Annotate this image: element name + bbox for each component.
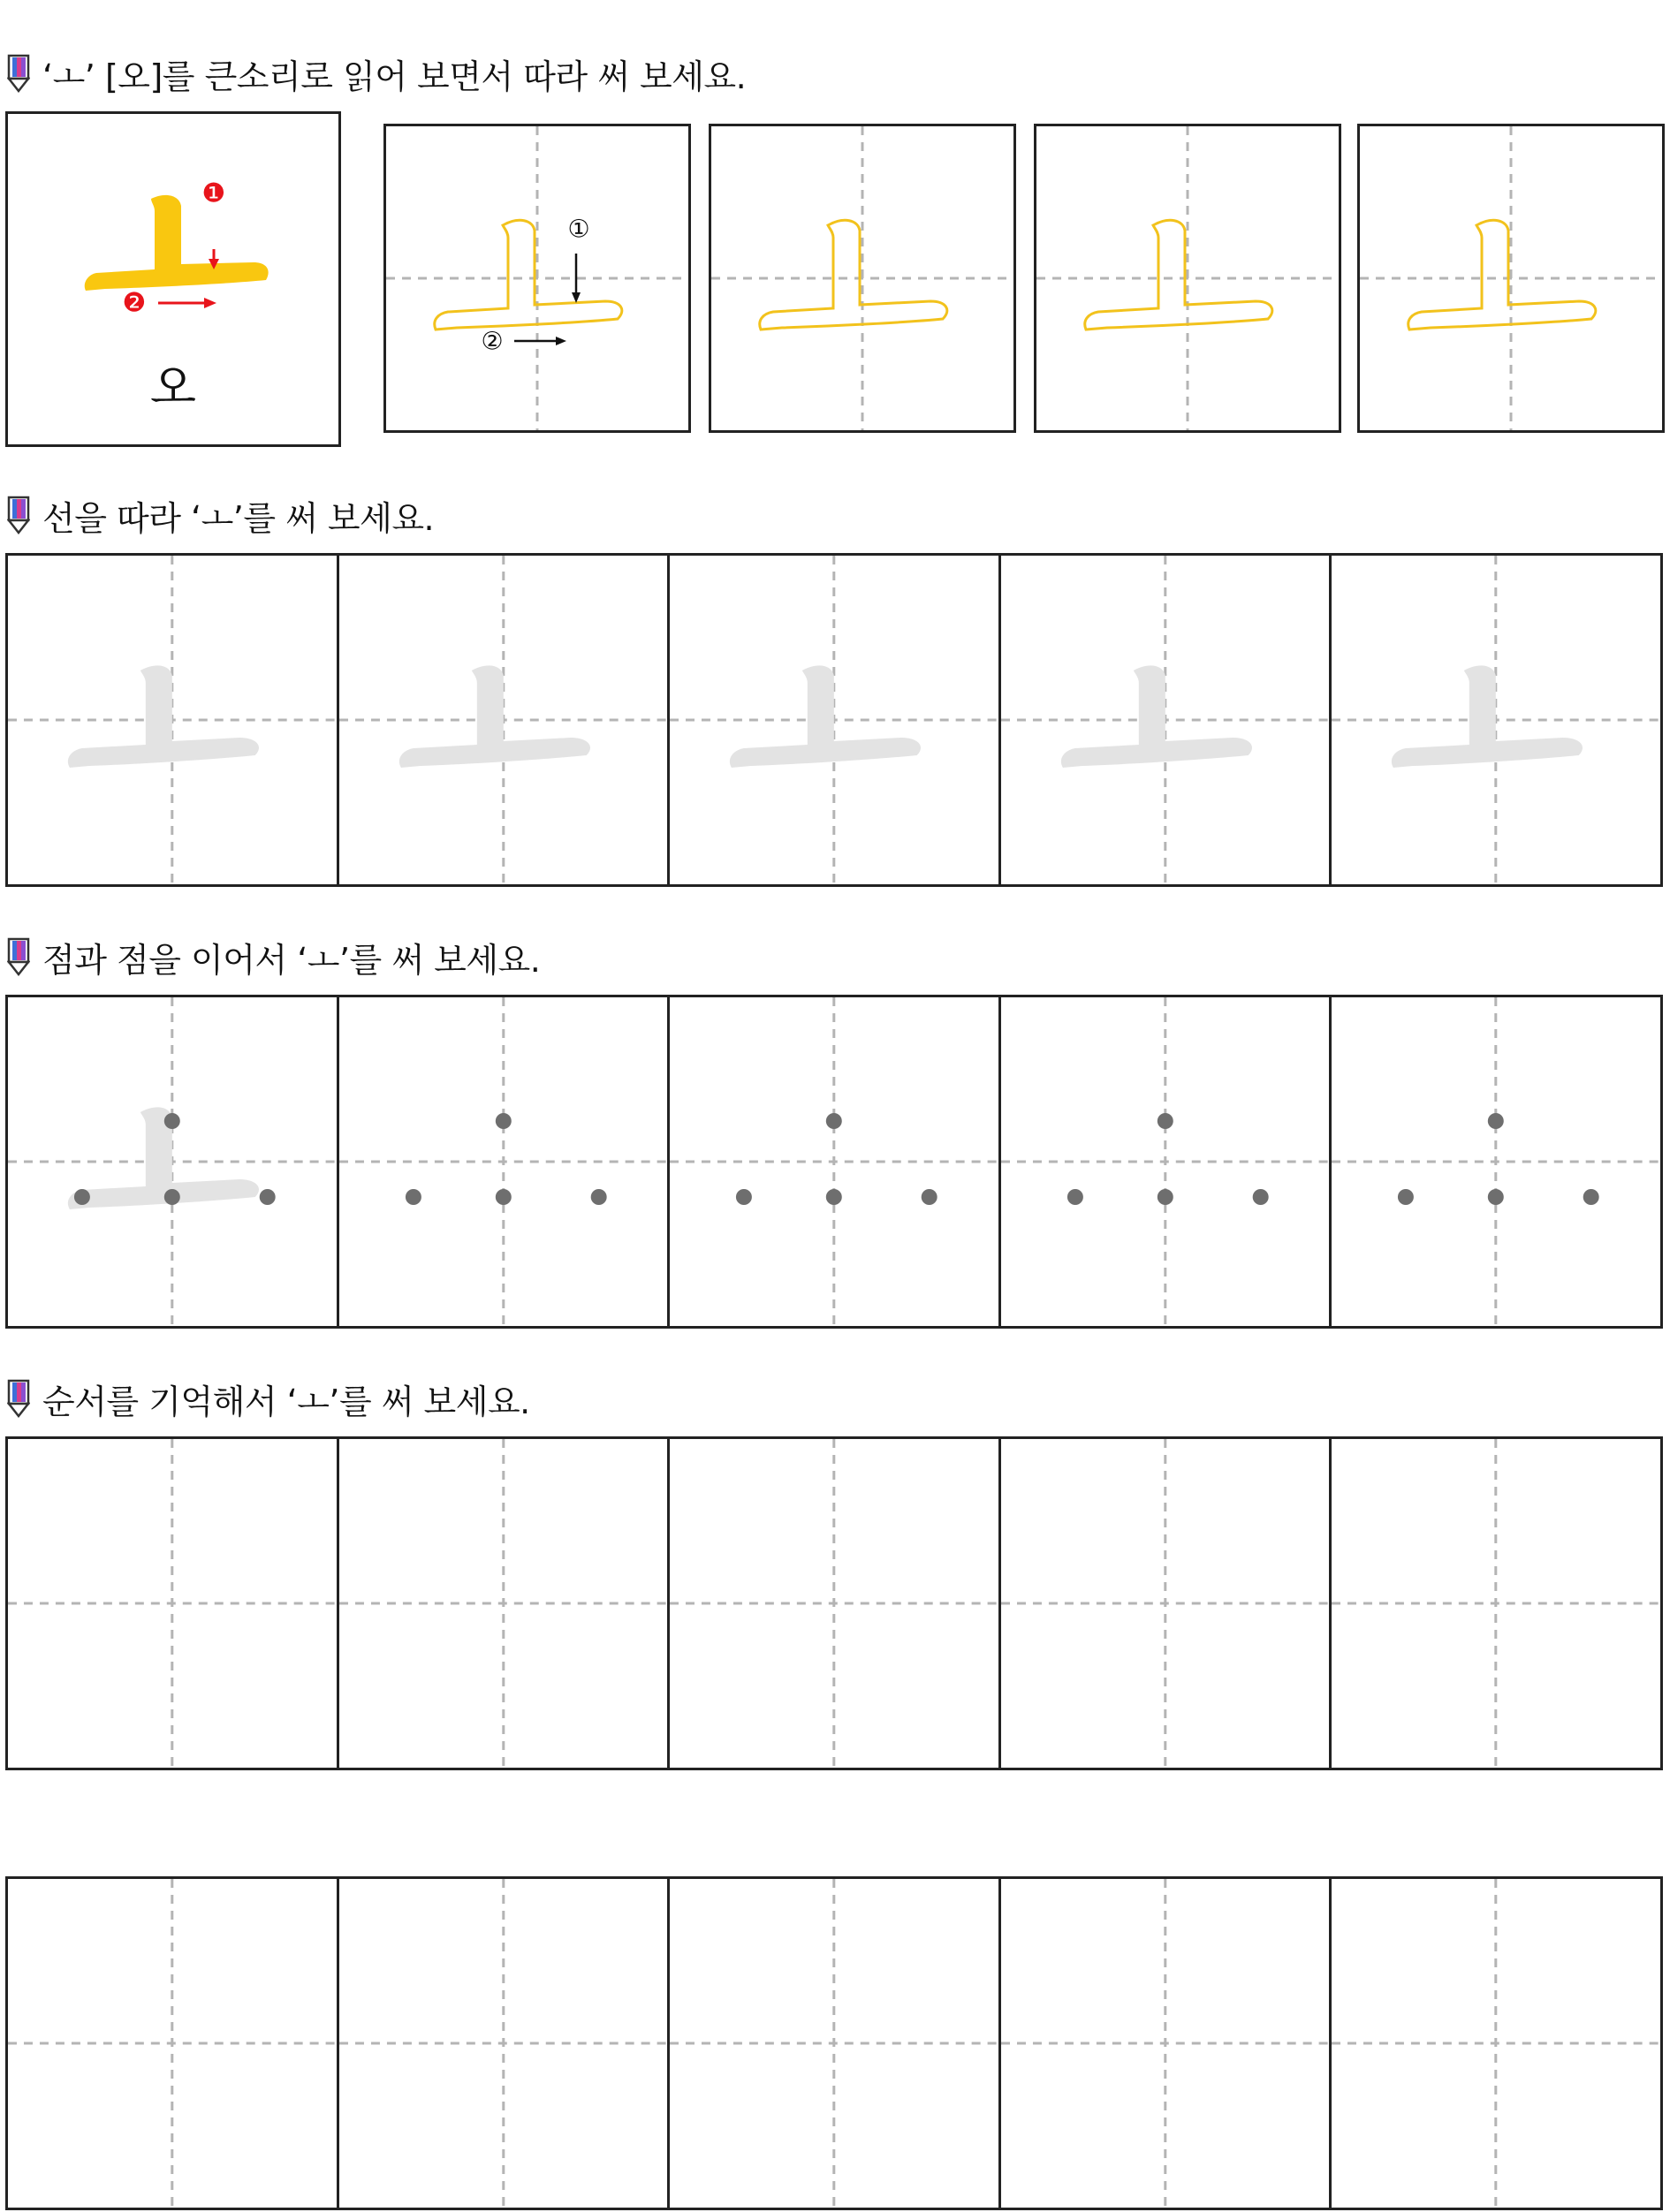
instruction-1 <box>7 47 746 100</box>
dot-cell[interactable] <box>670 997 1001 1326</box>
instruction-text: 점과 점을 이어서 ‘ㅗ’를 써 보세요. <box>42 940 541 980</box>
instruction-2 <box>7 489 434 542</box>
instruction-text: ‘ㅗ’ [오]를 큰소리로 읽어 보면서 따라 써 보세요. <box>42 57 747 96</box>
trace-order-1: ① <box>567 214 590 244</box>
dot-cell[interactable] <box>339 997 671 1326</box>
letter-example-graphic <box>8 114 338 444</box>
blank-cell[interactable] <box>339 1439 671 1768</box>
trace-line-row <box>5 553 1663 887</box>
instruction-text: 선을 따라 ‘ㅗ’를 써 보세요. <box>42 498 435 538</box>
stroke-order-1: ❶ <box>201 178 226 209</box>
pencil-icon <box>7 496 30 534</box>
pencil-icon <box>7 1379 30 1418</box>
trace-cell[interactable] <box>8 556 339 884</box>
free-write-row-2 <box>5 1876 1663 2210</box>
blank-cell[interactable] <box>8 1439 339 1768</box>
blank-cell[interactable] <box>339 1879 671 2208</box>
trace-cell[interactable] <box>339 556 671 884</box>
instruction-4 <box>7 1372 530 1425</box>
example-letter-card <box>5 111 341 447</box>
trace-cell[interactable] <box>1332 556 1660 884</box>
letter-sound: 오 <box>149 360 197 415</box>
dot-cell[interactable] <box>1332 997 1660 1326</box>
pencil-icon <box>7 54 30 93</box>
dot-cell[interactable] <box>8 997 339 1326</box>
outline-graphic <box>711 126 1013 430</box>
outline-graphic <box>1036 126 1339 430</box>
blank-cell[interactable] <box>8 1879 339 2208</box>
dot-connect-row <box>5 995 1663 1329</box>
outline-practice-box[interactable] <box>1034 124 1341 433</box>
outline-graphic <box>1360 126 1662 430</box>
blank-cell[interactable] <box>670 1439 1001 1768</box>
instruction-text: 순서를 기억해서 ‘ㅗ’를 써 보세요. <box>42 1382 530 1421</box>
dot-cell[interactable] <box>1001 997 1332 1326</box>
free-write-row-1 <box>5 1436 1663 1770</box>
blank-cell[interactable] <box>1001 1879 1332 2208</box>
outline-practice-box[interactable] <box>709 124 1016 433</box>
pencil-icon <box>7 937 30 976</box>
instruction-3 <box>7 930 540 983</box>
trace-cell[interactable] <box>1001 556 1332 884</box>
blank-cell[interactable] <box>1332 1439 1660 1768</box>
outline-graphic <box>386 126 688 430</box>
blank-cell[interactable] <box>1332 1879 1660 2208</box>
stroke-order-2: ❷ <box>122 287 147 319</box>
arrow-right-head <box>204 298 216 308</box>
outline-practice-box[interactable] <box>383 124 691 433</box>
letter-shape <box>85 195 269 291</box>
trace-order-2: ② <box>481 326 504 356</box>
blank-cell[interactable] <box>670 1879 1001 2208</box>
trace-cell[interactable] <box>670 556 1001 884</box>
outline-practice-box[interactable] <box>1357 124 1665 433</box>
blank-cell[interactable] <box>1001 1439 1332 1768</box>
